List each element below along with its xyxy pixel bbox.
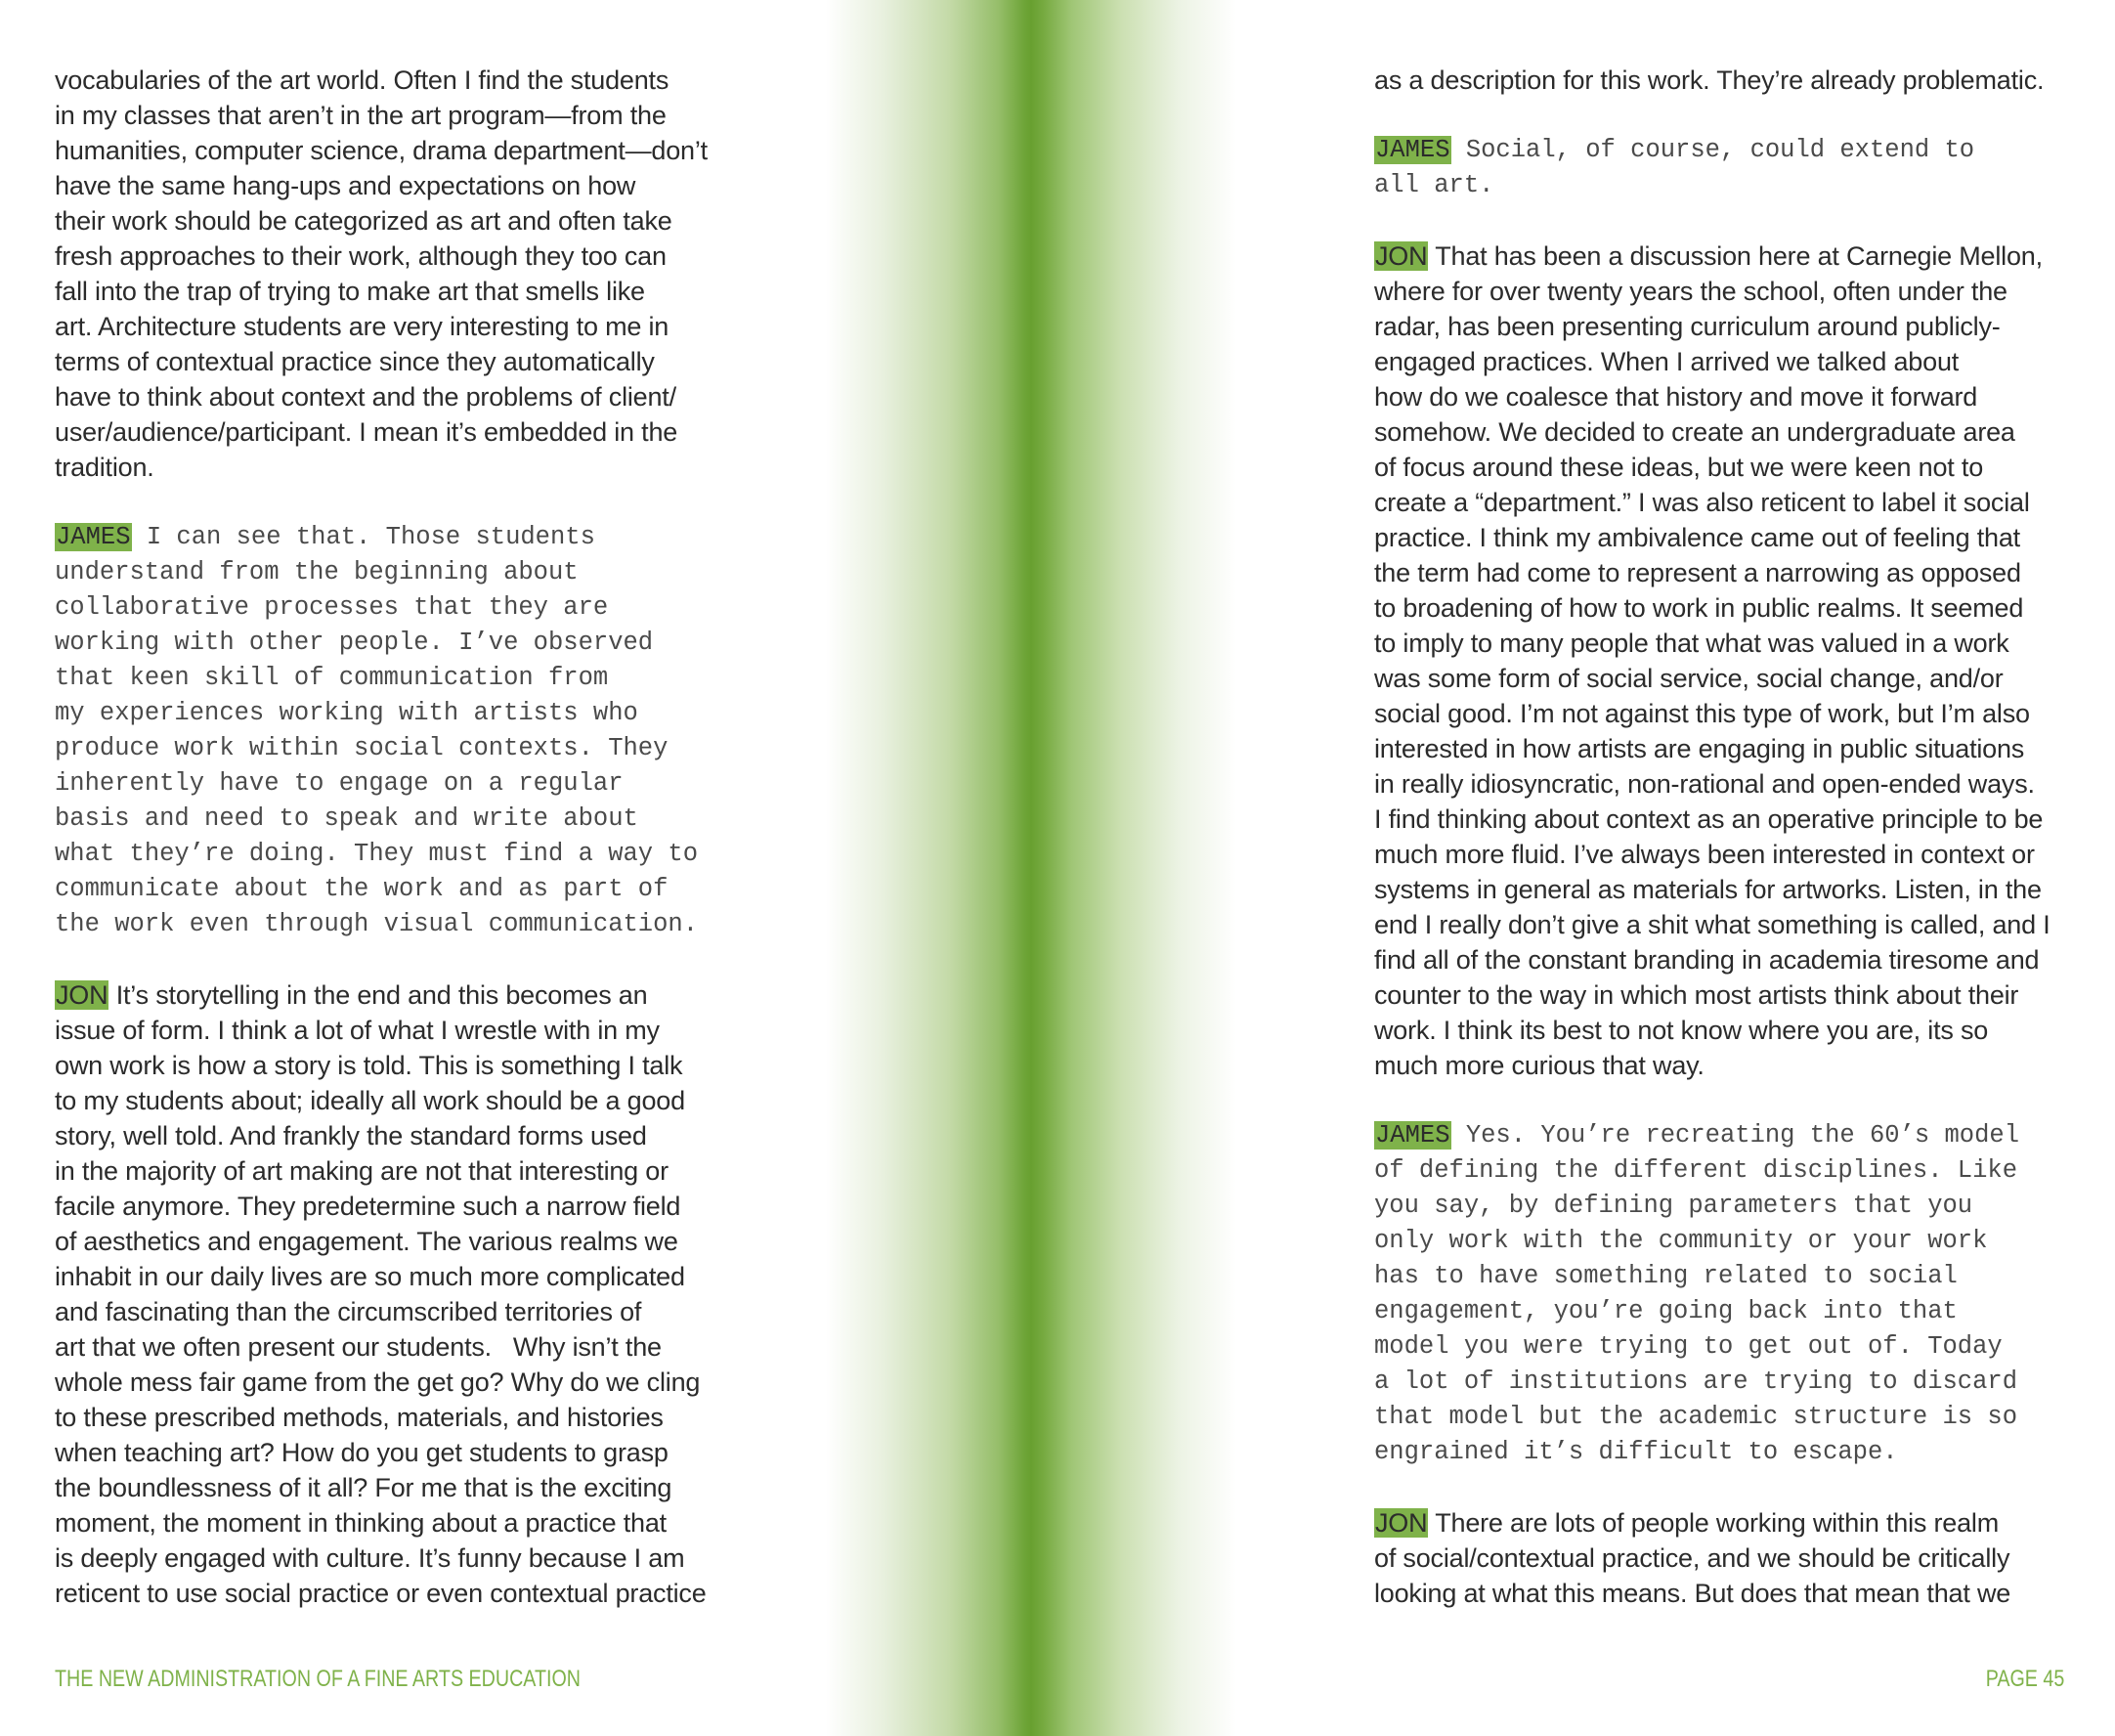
text-line	[55, 1435, 707, 1470]
paragraph	[55, 520, 698, 942]
text-line	[55, 555, 698, 590]
text-line	[55, 1153, 707, 1189]
text-line	[1374, 837, 2050, 872]
line-text: interested in how artists are engaging in public situations	[1374, 734, 2025, 763]
line-text: inhabit in our daily lives are so much more complicated	[55, 1262, 685, 1291]
text-line	[1374, 1259, 2019, 1294]
text-line	[1374, 977, 2050, 1013]
line-text: Social, of course, could extend to	[1450, 136, 1975, 164]
text-line	[1374, 379, 2050, 414]
page-gutter-shading	[826, 0, 1236, 1736]
line-text: the boundlessness of it all? For me that is the exciting	[55, 1473, 672, 1502]
text-line	[55, 168, 708, 203]
text-line	[55, 590, 698, 626]
text-line	[55, 802, 698, 837]
text-line	[1374, 344, 2050, 379]
text-line	[55, 1013, 707, 1048]
text-line	[1374, 1576, 2010, 1611]
line-text: of defining the different disciplines. Like	[1374, 1156, 2018, 1185]
line-text: That has been a discussion here at Carnegie Mellon,	[1428, 241, 2043, 271]
line-text: Yes. You’re recreating the 60’s model	[1450, 1121, 2020, 1150]
line-text: working with other people. I’ve observed	[55, 629, 654, 657]
line-text: art that we often present our students. Why isn’t the	[55, 1332, 662, 1362]
line-text: reticent to use social practice or even contextual practice	[55, 1579, 707, 1608]
text-line	[1374, 1435, 2019, 1470]
text-line	[55, 1541, 707, 1576]
paragraph	[1374, 133, 1974, 203]
line-text: all art.	[1374, 171, 1494, 199]
text-line	[1374, 485, 2050, 520]
text-line	[55, 1400, 707, 1435]
line-text: my experiences working with artists who	[55, 699, 638, 727]
text-line	[55, 239, 708, 274]
text-line	[1374, 731, 2050, 766]
text-line	[55, 626, 698, 661]
text-line	[55, 1294, 707, 1329]
line-text: to imply to many people that what was valued in a work	[1374, 629, 2009, 658]
line-text: has to have something related to social	[1374, 1262, 1958, 1290]
text-line	[55, 661, 698, 696]
line-text: to broadening of how to work in public realms. It seemed	[1374, 593, 2024, 623]
text-line	[55, 414, 708, 450]
line-text: of aesthetics and engagement. The various realms we	[55, 1227, 678, 1256]
text-line	[1374, 63, 2044, 98]
line-text: somehow. We decided to create an undergraduate area	[1374, 417, 2015, 447]
text-line	[55, 450, 708, 485]
paragraph	[1374, 239, 2050, 1083]
text-line	[55, 1259, 707, 1294]
text-line	[1374, 168, 1974, 203]
text-line	[55, 1470, 707, 1505]
text-line	[1374, 1048, 2050, 1083]
line-text: their work should be categorized as art and often take	[55, 206, 672, 236]
line-text: is deeply engaged with culture. It’s funny because I am	[55, 1543, 685, 1573]
text-line	[1374, 520, 2050, 555]
line-text: It’s storytelling in the end and this becomes an	[108, 980, 648, 1010]
line-text: to my students about; ideally all work should be a good	[55, 1086, 685, 1115]
line-text: in really idiosyncratic, non-rational and open-ended ways.	[1374, 769, 2035, 799]
line-text: find all of the constant branding in academia tiresome and	[1374, 945, 2040, 975]
line-text: terms of contextual practice since they automatically	[55, 347, 655, 376]
text-line	[1374, 1541, 2010, 1576]
line-text: model you were trying to get out of. Today	[1374, 1332, 2003, 1361]
paragraph	[1374, 63, 2044, 98]
text-line	[55, 274, 708, 309]
line-text: story, well told. And frankly the standard forms used	[55, 1121, 647, 1150]
text-line	[1374, 309, 2050, 344]
line-text: There are lots of people working within this realm	[1428, 1508, 1999, 1538]
line-text: that model but the academic structure is so	[1374, 1403, 2018, 1431]
text-line	[55, 1048, 707, 1083]
line-text: the work even through visual communication.	[55, 910, 699, 938]
running-title: THE NEW ADMINISTRATION OF A FINE ARTS EDUCATION	[55, 1666, 581, 1692]
text-line	[1374, 1013, 2050, 1048]
text-line	[55, 63, 708, 98]
line-text: counter to the way in which most artists think about their	[1374, 980, 2019, 1010]
line-text: where for over twenty years the school, often under the	[1374, 277, 2007, 306]
text-line	[1374, 590, 2050, 626]
text-line	[1374, 1365, 2019, 1400]
text-line	[1374, 239, 2050, 274]
text-line	[55, 977, 707, 1013]
paragraph	[1374, 1505, 2010, 1611]
line-text: end I really don’t give a shit what something is called, and I	[1374, 910, 2050, 939]
text-line	[1374, 274, 2050, 309]
line-text: I find thinking about context as an operative principle to be	[1374, 804, 2044, 834]
text-line	[1374, 766, 2050, 802]
paragraph	[55, 63, 708, 485]
text-line	[55, 379, 708, 414]
line-text: art. Architecture students are very interesting to me in	[55, 312, 669, 341]
line-text: to these prescribed methods, materials, and histories	[55, 1403, 664, 1432]
line-text: communicate about the work and as part of	[55, 875, 669, 903]
page-number: PAGE 45	[1985, 1666, 2064, 1692]
line-text: much more fluid. I’ve always been interested in context or	[1374, 840, 2035, 869]
line-text: when teaching art? How do you get students to grasp	[55, 1438, 669, 1467]
line-text: that keen skill of communication from	[55, 664, 609, 692]
line-text: have the same hang-ups and expectations on how	[55, 171, 636, 200]
speaker-tag: JON	[1375, 241, 1428, 271]
line-text: basis and need to speak and write about	[55, 804, 638, 833]
line-text: only work with the community or your work	[1374, 1227, 1988, 1255]
text-line	[1374, 1153, 2019, 1189]
line-text: moment, the moment in thinking about a practice that	[55, 1508, 667, 1538]
text-line	[55, 98, 708, 133]
text-line	[1374, 1189, 2019, 1224]
line-text: a lot of institutions are trying to discard	[1374, 1367, 2018, 1396]
speaker-tag: JAMES	[1375, 1121, 1450, 1150]
text-line	[55, 133, 708, 168]
text-line	[1374, 555, 2050, 590]
text-line	[1374, 1224, 2019, 1259]
text-line	[55, 837, 698, 872]
line-text: in my classes that aren’t in the art program—from the	[55, 101, 667, 130]
line-text: as a description for this work. They’re already problematic.	[1374, 65, 2045, 95]
line-text: and fascinating than the circumscribed territories of	[55, 1297, 642, 1326]
line-text: of focus around these ideas, but we were keen not to	[1374, 453, 1984, 482]
text-line	[55, 520, 698, 555]
line-text: looking at what this means. But does that mean that we	[1374, 1579, 2011, 1608]
text-line	[55, 1329, 707, 1365]
line-text: radar, has been presenting curriculum around publicly-	[1374, 312, 2001, 341]
text-line	[55, 1576, 707, 1611]
line-text: you say, by defining parameters that you	[1374, 1192, 1973, 1220]
line-text: how do we coalesce that history and move it forward	[1374, 382, 1978, 412]
text-line	[55, 1224, 707, 1259]
line-text: systems in general as materials for artworks. Listen, in the	[1374, 875, 2042, 904]
text-line	[1374, 1329, 2019, 1365]
text-line	[1374, 626, 2050, 661]
line-text: engagement, you’re going back into that	[1374, 1297, 1958, 1325]
text-line	[55, 1118, 707, 1153]
line-text: issue of form. I think a lot of what I wrestle with in my	[55, 1016, 660, 1045]
text-line	[1374, 1118, 2019, 1153]
line-text: engaged practices. When I arrived we talked about	[1374, 347, 1960, 376]
line-text: have to think about context and the problems of client/	[55, 382, 676, 412]
speaker-tag: JON	[1375, 1508, 1428, 1538]
text-line	[1374, 1294, 2019, 1329]
text-line	[1374, 907, 2050, 942]
line-text: user/audience/participant. I mean it’s embedded in the	[55, 417, 678, 447]
line-text: collaborative processes that they are	[55, 593, 609, 622]
paragraph	[55, 977, 707, 1611]
text-line	[1374, 133, 1974, 168]
line-text: facile anymore. They predetermine such a narrow field	[55, 1192, 681, 1221]
line-text: social good. I’m not against this type of work, but I’m also	[1374, 699, 2030, 728]
text-line	[55, 696, 698, 731]
text-line	[1374, 450, 2050, 485]
text-line	[1374, 802, 2050, 837]
line-text: work. I think its best to not know where you are, its so	[1374, 1016, 1989, 1045]
line-text: tradition.	[55, 453, 154, 482]
line-text: of social/contextual practice, and we should be critically	[1374, 1543, 2010, 1573]
line-text: much more curious that way.	[1374, 1051, 1705, 1080]
paragraph	[1374, 1118, 2019, 1470]
text-line	[55, 203, 708, 239]
text-line	[1374, 872, 2050, 907]
text-line	[55, 309, 708, 344]
line-text: inherently have to engage on a regular	[55, 769, 624, 798]
line-text: fresh approaches to their work, although they too can	[55, 241, 667, 271]
line-text: the term had come to represent a narrowing as opposed	[1374, 558, 2021, 587]
line-text: humanities, computer science, drama department—don’t	[55, 136, 708, 165]
line-text: engrained it’s difficult to escape.	[1374, 1438, 1898, 1466]
line-text: in the majority of art making are not that interesting or	[55, 1156, 669, 1186]
text-line	[55, 1189, 707, 1224]
speaker-tag: JON	[56, 980, 108, 1010]
speaker-tag: JAMES	[56, 523, 131, 551]
line-text: practice. I think my ambivalence came out of feeling that	[1374, 523, 2020, 552]
line-text: produce work within social contexts. They	[55, 734, 669, 762]
text-line	[1374, 1400, 2019, 1435]
text-line	[55, 1505, 707, 1541]
text-line	[1374, 1505, 2010, 1541]
text-line	[1374, 661, 2050, 696]
line-text: understand from the beginning about	[55, 558, 579, 586]
line-text: was some form of social service, social change, and/or	[1374, 664, 2004, 693]
text-line	[55, 766, 698, 802]
line-text: fall into the trap of trying to make art that smells like	[55, 277, 645, 306]
text-line	[55, 872, 698, 907]
text-line	[55, 1083, 707, 1118]
text-line	[55, 907, 698, 942]
text-line	[55, 1365, 707, 1400]
speaker-tag: JAMES	[1375, 136, 1450, 164]
line-text: own work is how a story is told. This is something I talk	[55, 1051, 683, 1080]
line-text: create a “department.” I was also reticent to label it social	[1374, 488, 2030, 517]
line-text: whole mess fair game from the get go? Why do we cling	[55, 1367, 701, 1397]
text-line	[1374, 942, 2050, 977]
line-text: vocabularies of the art world. Often I find the students	[55, 65, 669, 95]
text-line	[1374, 414, 2050, 450]
line-text: I can see that. Those students	[131, 523, 595, 551]
text-line	[55, 344, 708, 379]
text-line	[55, 731, 698, 766]
line-text: what they’re doing. They must find a way to	[55, 840, 699, 868]
text-line	[1374, 696, 2050, 731]
